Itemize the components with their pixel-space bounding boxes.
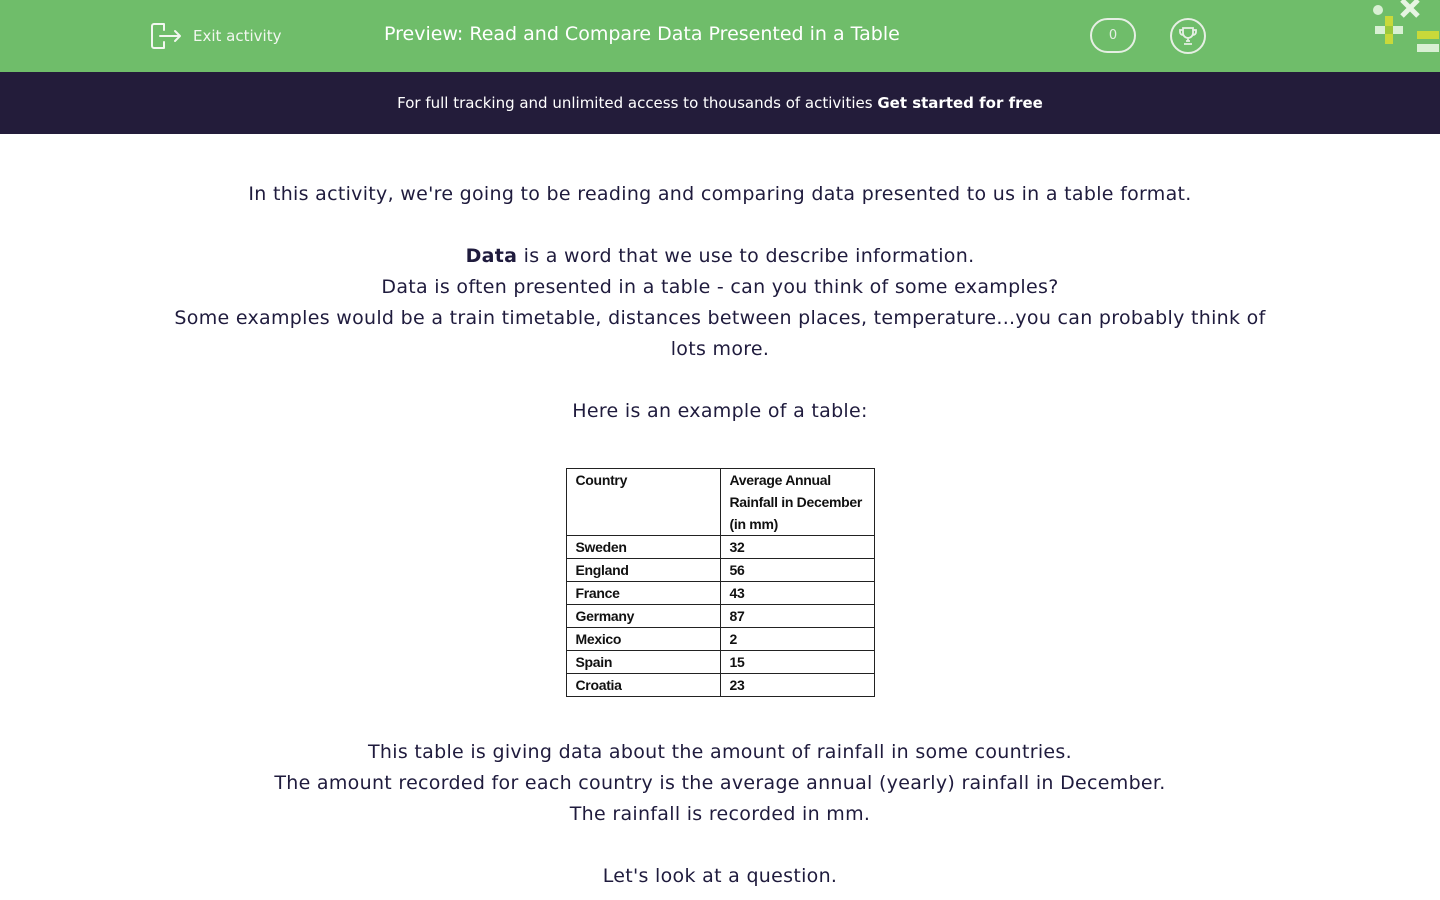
table-row — [566, 674, 874, 697]
outro-text-3: The rainfall is recorded in mm. — [569, 803, 871, 825]
exit-icon — [150, 22, 183, 50]
banner-text: For full tracking and unlimited access to thousands of activities — [397, 94, 878, 112]
table-header-row — [566, 469, 874, 536]
exit-label: Exit activity — [193, 27, 282, 45]
exit-activity-button[interactable] — [150, 22, 281, 50]
outro-text-4: Let's look at a question. — [602, 865, 838, 887]
activity-content — [0, 179, 1440, 892]
table-intro: Here is an example of a table: — [572, 400, 868, 422]
intro-text: In this activity, we're going to be reading and comparing data presented to us in a table format. — [248, 183, 1192, 205]
rainfall-cell: 23 — [720, 674, 874, 697]
country-cell: Germany — [566, 605, 720, 628]
table-row — [566, 582, 874, 605]
rainfall-cell: 43 — [720, 582, 874, 605]
table-row — [566, 559, 874, 582]
trophy-icon — [1178, 26, 1198, 46]
country-cell: Sweden — [566, 536, 720, 559]
page-title: Preview: Read and Compare Data Presented in a Table — [384, 23, 900, 45]
rainfall-cell: 32 — [720, 536, 874, 559]
data-term: Data — [465, 245, 518, 267]
rainfall-table — [566, 468, 875, 697]
header-country: Country — [566, 469, 720, 536]
table-row — [566, 536, 874, 559]
rainfall-cell: 15 — [720, 651, 874, 674]
rainfall-cell: 56 — [720, 559, 874, 582]
examples-question: Data is often presented in a table - can you think of some examples? — [381, 276, 1059, 298]
table-row — [566, 628, 874, 651]
outro-text-1: This table is giving data about the amount of rainfall in some countries. — [368, 741, 1072, 763]
rainfall-cell: 87 — [720, 605, 874, 628]
top-bar — [0, 0, 1440, 72]
outro-text-2: The amount recorded for each country is the average annual (yearly) rainfall in December. — [274, 772, 1166, 794]
score-badge: 0 — [1090, 18, 1136, 53]
country-cell: Mexico — [566, 628, 720, 651]
get-started-link[interactable]: Get started for free — [877, 94, 1043, 112]
header-rainfall: Average Annual Rainfall in December (in mm) — [720, 469, 874, 536]
country-cell: Spain — [566, 651, 720, 674]
trophy-button[interactable] — [1170, 18, 1206, 54]
data-definition — [0, 241, 1440, 272]
examples-text: Some examples would be a train timetable, distances between places, temperature...you can probably think of lots more. — [174, 307, 1266, 360]
country-cell: France — [566, 582, 720, 605]
country-cell: Croatia — [566, 674, 720, 697]
table-row — [566, 651, 874, 674]
country-cell: England — [566, 559, 720, 582]
rainfall-table-wrapper — [0, 468, 1440, 697]
definition-text: is a word that we use to describe information. — [517, 245, 975, 267]
signup-banner — [0, 72, 1440, 134]
rainfall-cell: 2 — [720, 628, 874, 651]
table-row — [566, 605, 874, 628]
logo-icon — [1368, 0, 1440, 56]
